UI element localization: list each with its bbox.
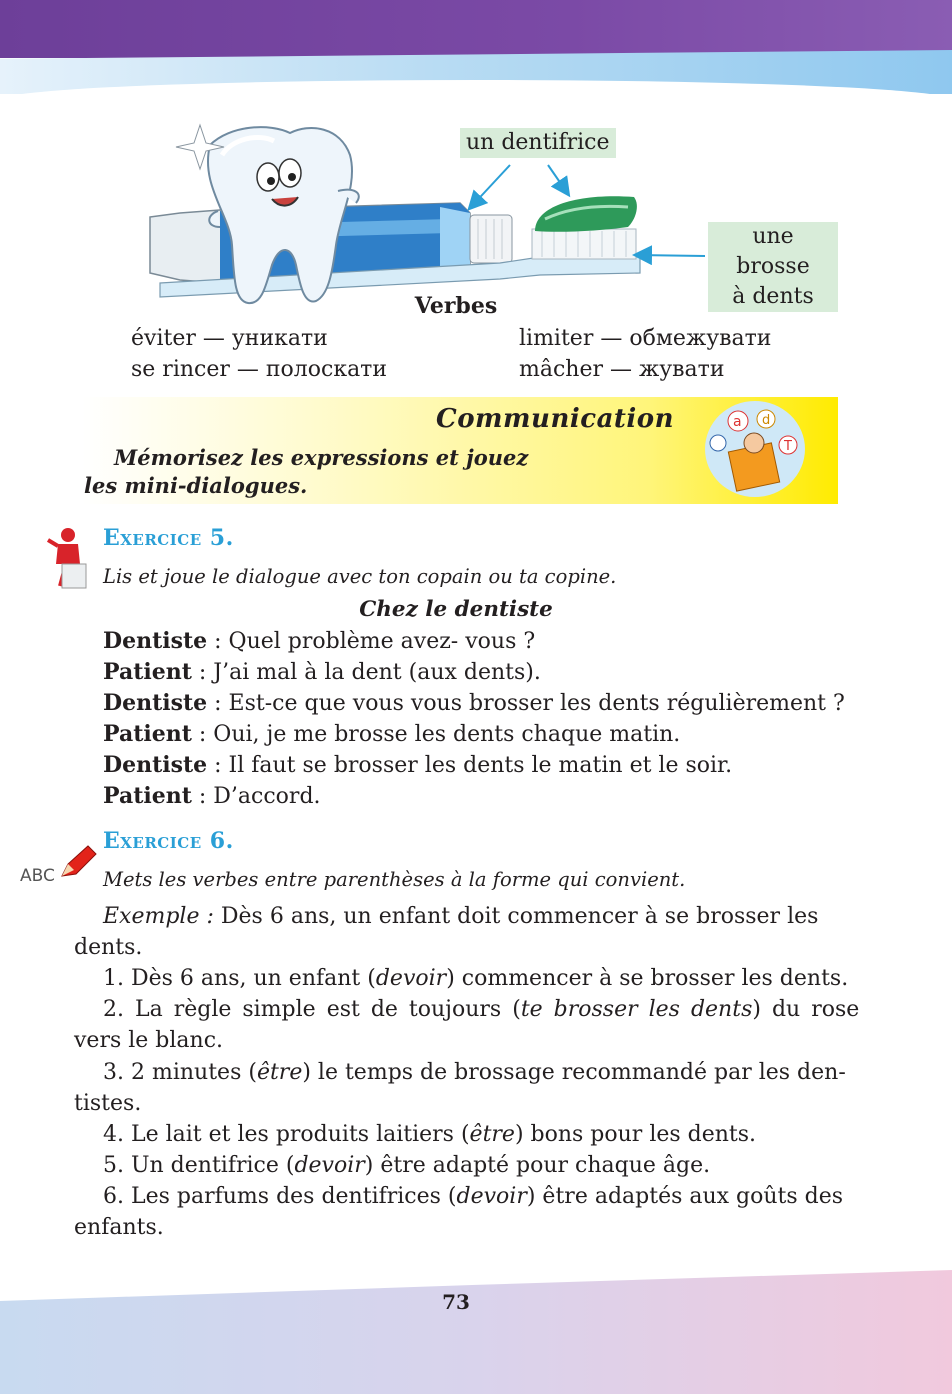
example-text: Dès 6 ans, un enfant doit commencer à se brosser les	[213, 904, 819, 929]
item-text: ) du rose	[752, 997, 860, 1022]
verb-item: mâcher — жувати	[519, 357, 725, 382]
item-verb: devoir	[294, 1153, 365, 1178]
dialogue-line	[103, 688, 845, 719]
exercise6-title: Exercice 6.	[103, 828, 234, 854]
dialogue-speaker: Dentiste	[103, 690, 208, 716]
dialogue-text: : D’accord.	[191, 784, 321, 809]
verbes-title: Verbes	[414, 293, 498, 319]
item-verb: devoir	[456, 1184, 527, 1209]
dialogue-speaker: Patient	[103, 783, 192, 809]
item-verb: être	[256, 1060, 303, 1085]
abc-label: ABC	[20, 866, 55, 886]
item-text: 3. 2 minutes (	[103, 1060, 257, 1085]
item-text: 1. Dès 6 ans, un enfant (	[103, 966, 376, 991]
item-text: ) le temps de brossage recommandé par les den-	[302, 1060, 846, 1085]
exercise5-instruction: Lis et joue le dialogue avec ton copain ou ta copine.	[103, 565, 617, 588]
speaker-figure-icon	[44, 526, 92, 590]
verb-item: limiter — обмежувати	[519, 326, 772, 351]
exercise-item-cont: tistes.	[74, 1091, 142, 1116]
item-text: ) être adaptés aux goûts des	[526, 1184, 844, 1209]
dialogue-line	[103, 657, 541, 688]
dialogue-line	[103, 719, 680, 750]
dialogue-text: : Quel problème avez- vous ?	[207, 629, 536, 654]
page-number: 73	[442, 1290, 470, 1314]
pencil-icon	[58, 842, 98, 882]
communication-instruction-line2: les mini-dialogues.	[84, 473, 308, 498]
exercise6-instruction: Mets les verbes entre parenthèses à la forme qui convient.	[103, 868, 686, 891]
label-toothpaste: un dentifrice	[460, 128, 616, 158]
dialogue-text: : J’ai mal à la dent (aux dents).	[191, 660, 541, 685]
exercise-item	[103, 1181, 843, 1212]
item-text: ) être adapté pour chaque âge.	[364, 1153, 711, 1178]
dialogue-line	[103, 781, 321, 812]
exercise-item	[103, 1150, 710, 1181]
exercise-item	[103, 994, 859, 1025]
communication-title: Communication	[436, 404, 675, 434]
dialogue-line	[103, 626, 535, 657]
item-text: ) commencer à se brosser les dents.	[446, 966, 849, 991]
item-text: 4. Le lait et les produits laitiers (	[103, 1122, 470, 1147]
dialogue-text: : Est-ce que vous vous brosser les dents régulièrement ?	[207, 691, 845, 716]
exercise-item-cont: vers le blanc.	[74, 1028, 224, 1053]
svg-text:a: a	[733, 414, 742, 430]
footer-wave	[0, 1270, 952, 1394]
dialogue-text: : Il faut se brosser les dents le matin et le soir.	[207, 753, 733, 778]
example-line	[103, 901, 818, 932]
example-line-cont: dents.	[74, 935, 143, 960]
item-verb: être	[469, 1122, 515, 1147]
dialogue-speaker: Patient	[103, 721, 192, 747]
exercise-item	[103, 1119, 756, 1150]
item-text: 5. Un dentifrice (	[103, 1153, 295, 1178]
dialogue-text: : Oui, je me brosse les dents chaque matin.	[191, 722, 681, 747]
verb-item: éviter — уникати	[131, 326, 328, 351]
dialogue-speaker: Dentiste	[103, 628, 208, 654]
label-arrows	[0, 0, 952, 320]
label-toothbrush-line1: une brosse	[736, 224, 810, 279]
verb-item: se rincer — полоскати	[131, 357, 388, 382]
exercise-item	[103, 1057, 846, 1088]
item-verb: devoir	[375, 966, 447, 991]
exercise5-title: Exercice 5.	[103, 525, 234, 551]
item-text: ) bons pour les dents.	[514, 1122, 757, 1147]
exercise-item	[103, 963, 848, 994]
dialogue-line	[103, 750, 732, 781]
letters-character-icon	[700, 397, 810, 505]
item-text: 6. Les parfums des dentifrices (	[103, 1184, 457, 1209]
dialogue-speaker: Patient	[103, 659, 192, 685]
label-toothbrush-line2: à dents	[732, 284, 814, 309]
item-verb: te brosser les dents	[520, 997, 753, 1022]
svg-text:T: T	[784, 439, 792, 454]
example-label: Exemple :	[103, 904, 214, 929]
item-text: 2. La règle simple est de toujours (	[103, 997, 521, 1022]
dialogue-speaker: Dentiste	[103, 752, 208, 778]
dialogue-title: Chez le dentiste	[359, 597, 553, 622]
communication-instruction-line1: Mémorisez les expressions et jouez	[114, 445, 529, 470]
exercise-item-cont: enfants.	[74, 1215, 164, 1240]
svg-text:d: d	[762, 413, 771, 428]
